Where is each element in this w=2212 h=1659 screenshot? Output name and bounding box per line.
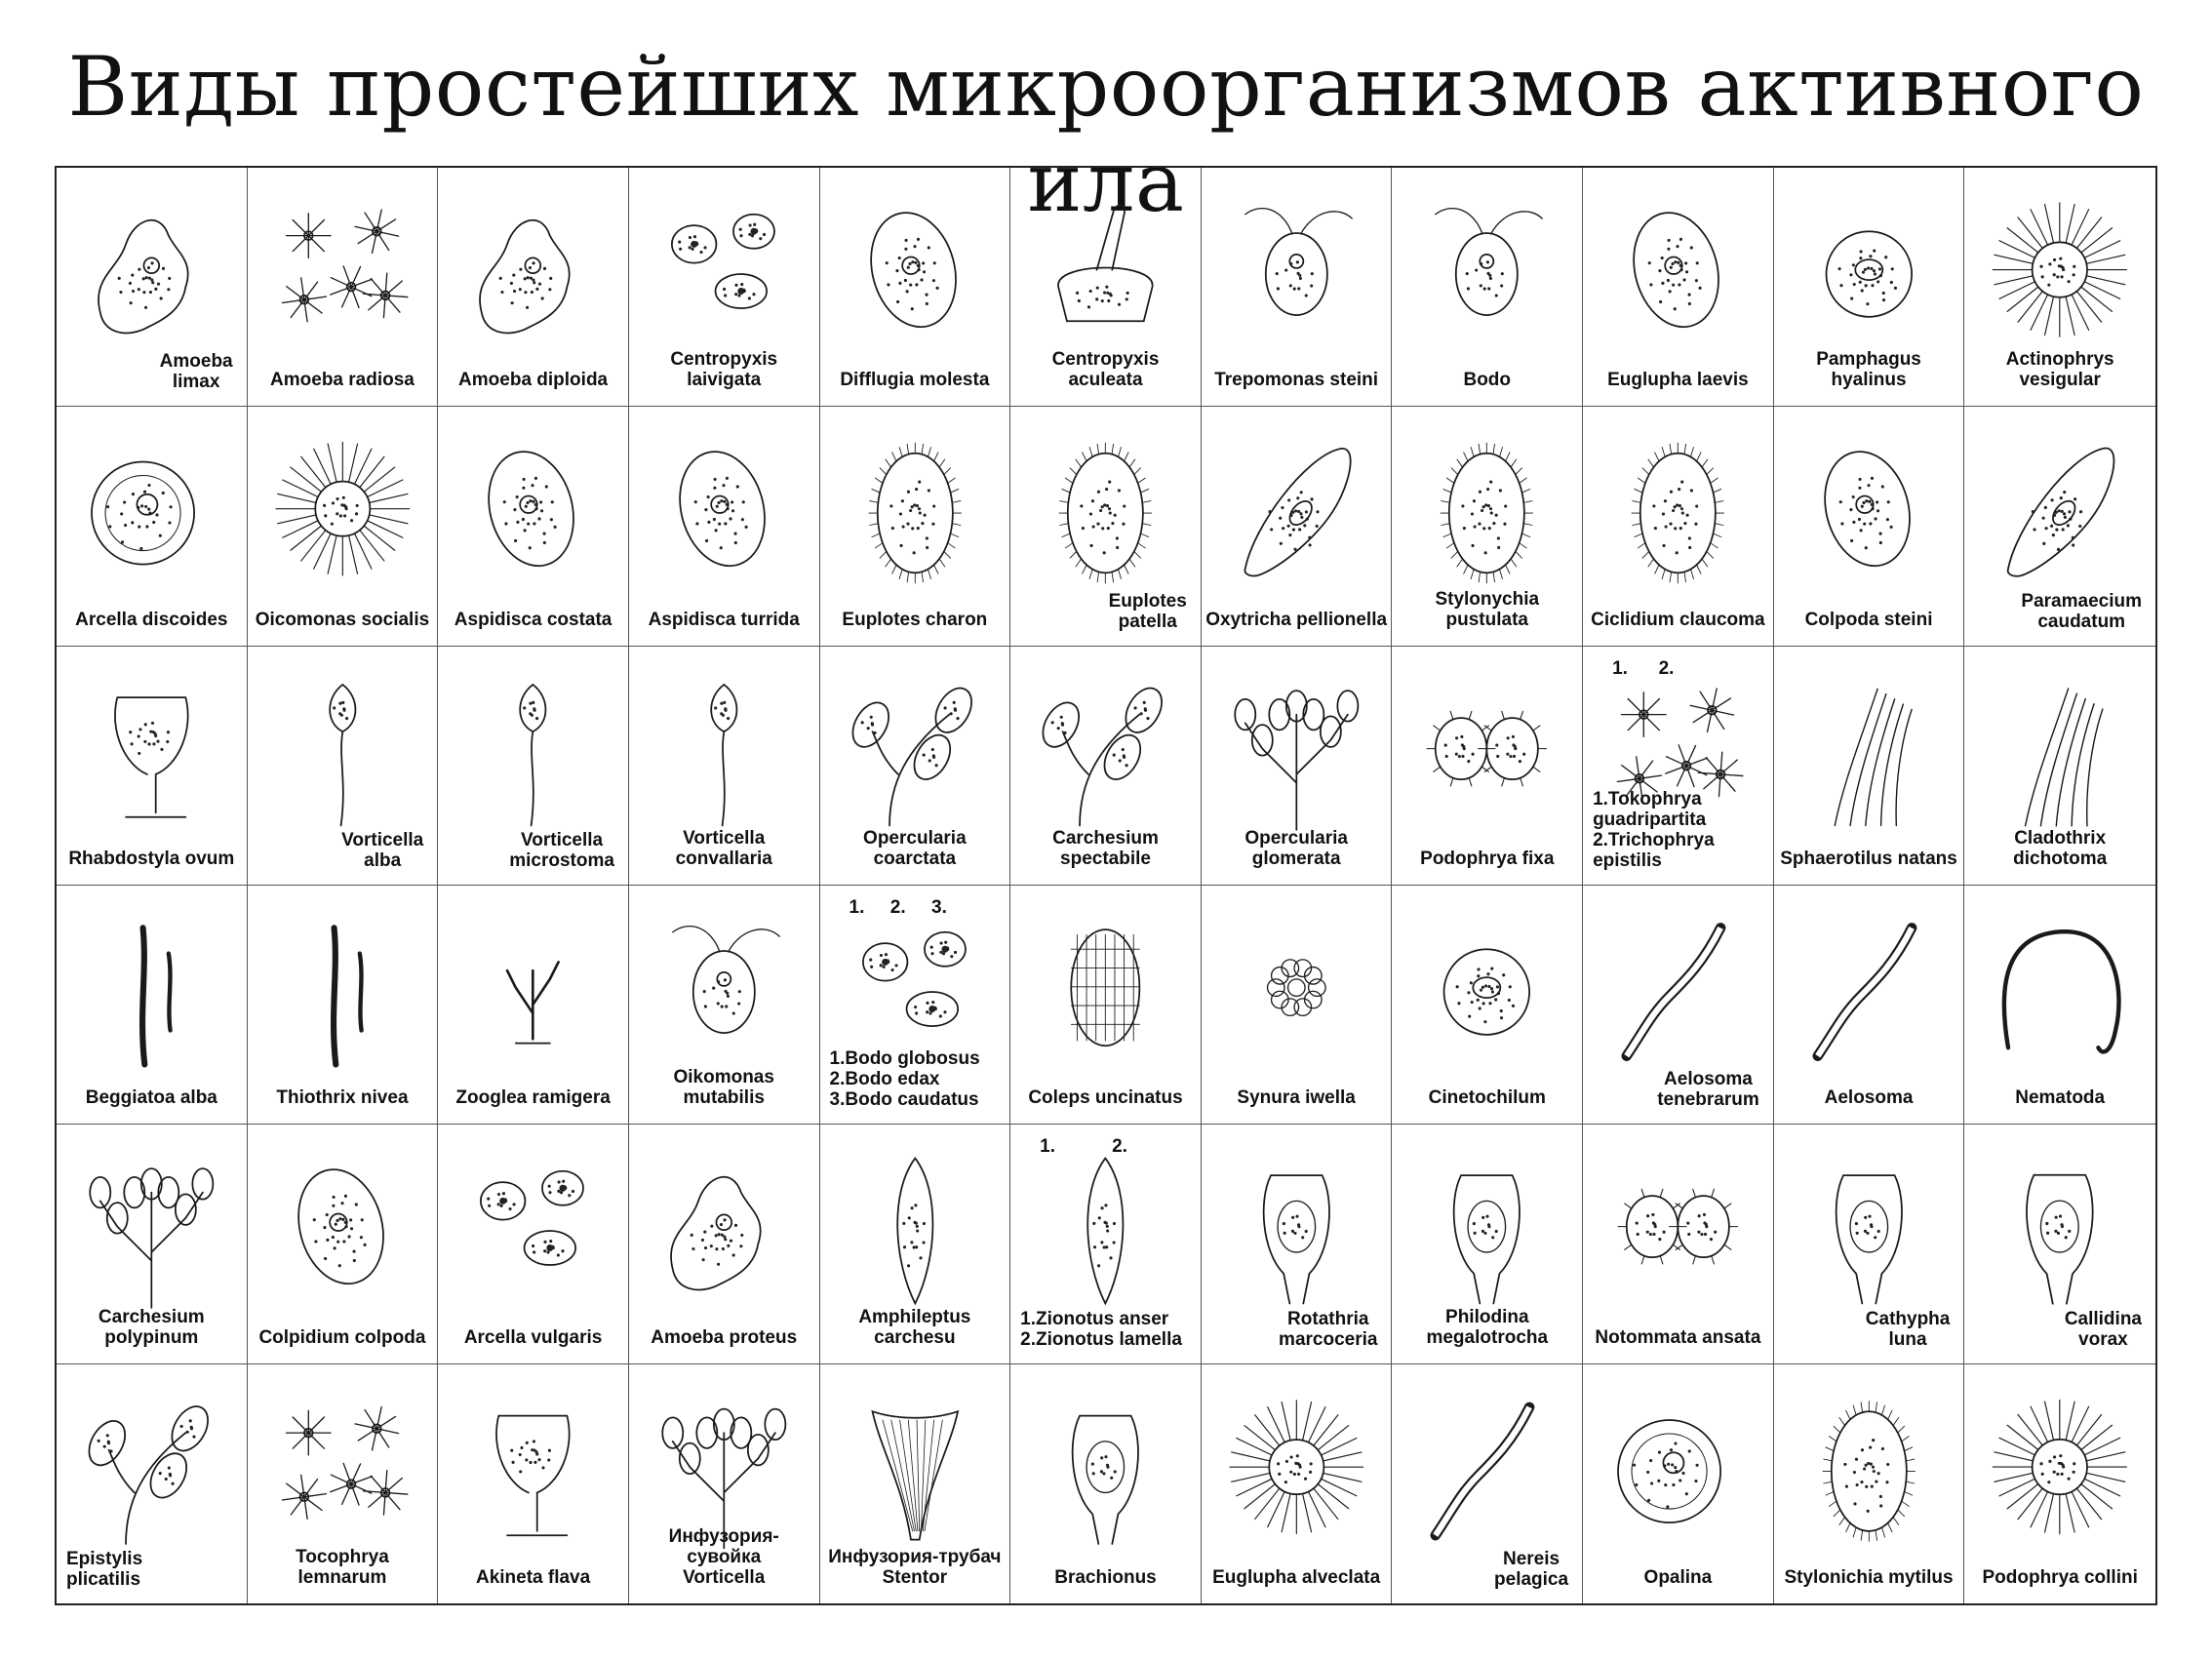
organism-cell xyxy=(1202,1125,1393,1363)
organism-label: Amoeba proteus xyxy=(651,1326,798,1348)
organism-cell xyxy=(1010,168,1202,407)
organism-cell xyxy=(57,407,248,646)
organism-cell xyxy=(629,407,820,646)
organism-label: 1.Tokophrya guadripartita 2.Trichophrya epistilis xyxy=(1593,788,1715,871)
organism-label: Carchesium polypinum xyxy=(98,1306,205,1348)
organism-label: Nematoda xyxy=(2015,1087,2106,1109)
organism-label: Colpidium colpoda xyxy=(258,1326,426,1348)
organism-label: Philodina megalotrocha xyxy=(1426,1306,1549,1348)
organism-label: Oxytricha pellionella xyxy=(1205,609,1388,630)
organism-cell xyxy=(820,1125,1011,1363)
organism-cell xyxy=(629,1364,820,1603)
figure-numbers: 1. 2. xyxy=(1612,657,1675,679)
organism-label: Brachionus xyxy=(1054,1566,1157,1588)
organism-label: Stylonichia mytilus xyxy=(1784,1566,1954,1588)
organism-cell xyxy=(248,886,439,1125)
organism-cell xyxy=(1583,647,1774,886)
organism-label: Amoeba diploida xyxy=(458,370,609,391)
organism-cell xyxy=(1964,1125,2155,1363)
organism-grid xyxy=(55,166,2157,1605)
organism-cell xyxy=(1392,168,1583,407)
organism-cell xyxy=(1583,1125,1774,1363)
organism-cell xyxy=(438,886,629,1125)
organism-label: Инфузория-сувойка Vorticella xyxy=(668,1525,779,1588)
organism-label: Notommata ansata xyxy=(1595,1326,1761,1348)
organism-cell xyxy=(57,168,248,407)
organism-label: Akineta flava xyxy=(475,1566,591,1588)
organism-cell xyxy=(438,168,629,407)
organism-cell xyxy=(1774,1125,1965,1363)
organism-label: Podophrya fixa xyxy=(1420,848,1555,869)
organism-cell xyxy=(438,407,629,646)
organism-cell xyxy=(1010,886,1202,1125)
organism-cell xyxy=(1010,647,1202,886)
organism-cell xyxy=(248,407,439,646)
organism-cell xyxy=(1010,1125,1202,1363)
organism-label: Bodo xyxy=(1463,370,1512,391)
organism-cell xyxy=(1202,168,1393,407)
organism-cell xyxy=(1392,647,1583,886)
organism-cell xyxy=(438,1364,629,1603)
organism-cell xyxy=(1202,886,1393,1125)
organism-cell xyxy=(1010,407,1202,646)
organism-label: Callidina vorax xyxy=(2064,1308,2142,1350)
organism-cell xyxy=(1964,647,2155,886)
organism-label: Aelosoma tenebrarum xyxy=(1657,1069,1759,1111)
organism-label: Centropyxis aculeata xyxy=(1051,349,1160,391)
organism-label: Euplotes charon xyxy=(842,609,988,630)
organism-label: Podophrya collini xyxy=(1982,1566,2138,1588)
organism-label: Arcella vulgaris xyxy=(463,1326,603,1348)
organism-cell xyxy=(820,1364,1011,1603)
figure-numbers: 1. 2. xyxy=(1040,1136,1127,1158)
organism-label: Amphileptus carchesu xyxy=(858,1306,971,1348)
organism-cell xyxy=(629,168,820,407)
organism-cell xyxy=(57,647,248,886)
organism-label: Opalina xyxy=(1643,1566,1713,1588)
organism-cell xyxy=(57,1125,248,1363)
organism-label: Difflugia molesta xyxy=(840,370,990,391)
organism-cell xyxy=(1583,407,1774,646)
organism-label: Vorticella alba xyxy=(341,829,424,871)
organism-cell xyxy=(820,647,1011,886)
organism-cell xyxy=(1392,1125,1583,1363)
organism-cell xyxy=(1583,886,1774,1125)
organism-label: Opercularia coarctata xyxy=(863,827,967,869)
organism-label: Colpoda steini xyxy=(1804,609,1933,630)
organism-label: Opercularia glomerata xyxy=(1244,827,1348,869)
organism-cell xyxy=(1774,1364,1965,1603)
organism-cell xyxy=(1964,886,2155,1125)
organism-label: Paramaecium caudatum xyxy=(2021,590,2142,632)
organism-cell xyxy=(1392,886,1583,1125)
organism-label: Centropyxis laivigata xyxy=(670,349,778,391)
organism-label: Euplotes patella xyxy=(1108,590,1187,632)
organism-cell xyxy=(57,886,248,1125)
organism-cell xyxy=(1964,168,2155,407)
organism-cell xyxy=(629,647,820,886)
organism-cell xyxy=(248,1364,439,1603)
organism-label: Thiothrix nivea xyxy=(276,1087,409,1109)
page-title: Виды простейших микроорганизмов активного ила xyxy=(67,39,2145,230)
organism-cell xyxy=(57,1364,248,1603)
organism-label: Euglupha alveclata xyxy=(1212,1566,1381,1588)
organism-cell xyxy=(1774,647,1965,886)
organism-label: Euglupha laevis xyxy=(1607,370,1749,391)
organism-cell xyxy=(820,407,1011,646)
organism-cell xyxy=(248,647,439,886)
organism-cell xyxy=(1392,1364,1583,1603)
organism-label: Инфузория-трубач Stentor xyxy=(828,1546,1002,1588)
organism-label: Carchesium spectabile xyxy=(1052,827,1159,869)
organism-cell xyxy=(248,168,439,407)
organism-label: Actinophrys vesigular xyxy=(2005,349,2114,391)
organism-label: 1.Bodo globosus 2.Bodo edax 3.Bodo caudatus xyxy=(829,1048,980,1111)
organism-cell xyxy=(1392,407,1583,646)
organism-label: Aelosoma xyxy=(1824,1087,1914,1109)
organism-label: Amoeba limax xyxy=(159,351,233,393)
organism-label: Beggiatoa alba xyxy=(85,1087,217,1109)
organism-label: Cladothrix dichotoma xyxy=(2013,827,2108,869)
organism-label: Synura iwella xyxy=(1237,1087,1356,1109)
organism-label: Sphaerotilus natans xyxy=(1780,848,1957,869)
organism-label: Epistylis plicatilis xyxy=(66,1548,143,1590)
organism-label: Aspidisca costata xyxy=(454,609,612,630)
organism-label: Stylonychia pustulata xyxy=(1435,588,1540,630)
organism-cell xyxy=(1774,168,1965,407)
organism-cell xyxy=(1774,886,1965,1125)
organism-cell xyxy=(1202,1364,1393,1603)
organism-label: Oikomonas mutabilis xyxy=(673,1067,774,1109)
organism-label: Vorticella microstoma xyxy=(509,829,614,871)
organism-label: Trepomonas steini xyxy=(1214,370,1379,391)
organism-cell xyxy=(1202,407,1393,646)
organism-label: Nereis pelagica xyxy=(1494,1548,1569,1590)
organism-cell xyxy=(820,168,1011,407)
organism-label: Oicomonas socialis xyxy=(255,609,430,630)
organism-cell xyxy=(438,647,629,886)
organism-cell xyxy=(1583,1364,1774,1603)
organism-cell xyxy=(1010,1364,1202,1603)
organism-cell xyxy=(1964,407,2155,646)
figure-numbers: 1. 2. 3. xyxy=(849,896,947,918)
organism-label: Pamphagus hyalinus xyxy=(1816,349,1921,391)
organism-label: Amoeba radiosa xyxy=(270,370,415,391)
organism-cell xyxy=(629,886,820,1125)
organism-label: Rhabdostyla ovum xyxy=(68,848,235,869)
organism-label: 1.Zionotus anser 2.Zionotus lamella xyxy=(1020,1308,1182,1350)
organism-cell xyxy=(1774,407,1965,646)
organism-cell xyxy=(1202,647,1393,886)
organism-cell xyxy=(1583,168,1774,407)
organism-label: Ciclidium claucoma xyxy=(1591,609,1765,630)
organism-cell xyxy=(1964,1364,2155,1603)
organism-cell xyxy=(820,886,1011,1125)
organism-label: Zooglea ramigera xyxy=(455,1087,611,1109)
organism-label: Arcella discoides xyxy=(75,609,228,630)
organism-label: Rotathria marcoceria xyxy=(1279,1308,1378,1350)
organism-cell xyxy=(438,1125,629,1363)
organism-label: Coleps uncinatus xyxy=(1028,1087,1183,1109)
organism-label: Cinetochilum xyxy=(1428,1087,1546,1109)
organism-cell xyxy=(248,1125,439,1363)
organism-label: Vorticella convallaria xyxy=(675,827,772,869)
organism-cell xyxy=(629,1125,820,1363)
organism-label: Tocophrya lemnarum xyxy=(296,1546,389,1588)
organism-label: Cathypha luna xyxy=(1865,1308,1951,1350)
organism-label: Aspidisca turrida xyxy=(648,609,800,630)
